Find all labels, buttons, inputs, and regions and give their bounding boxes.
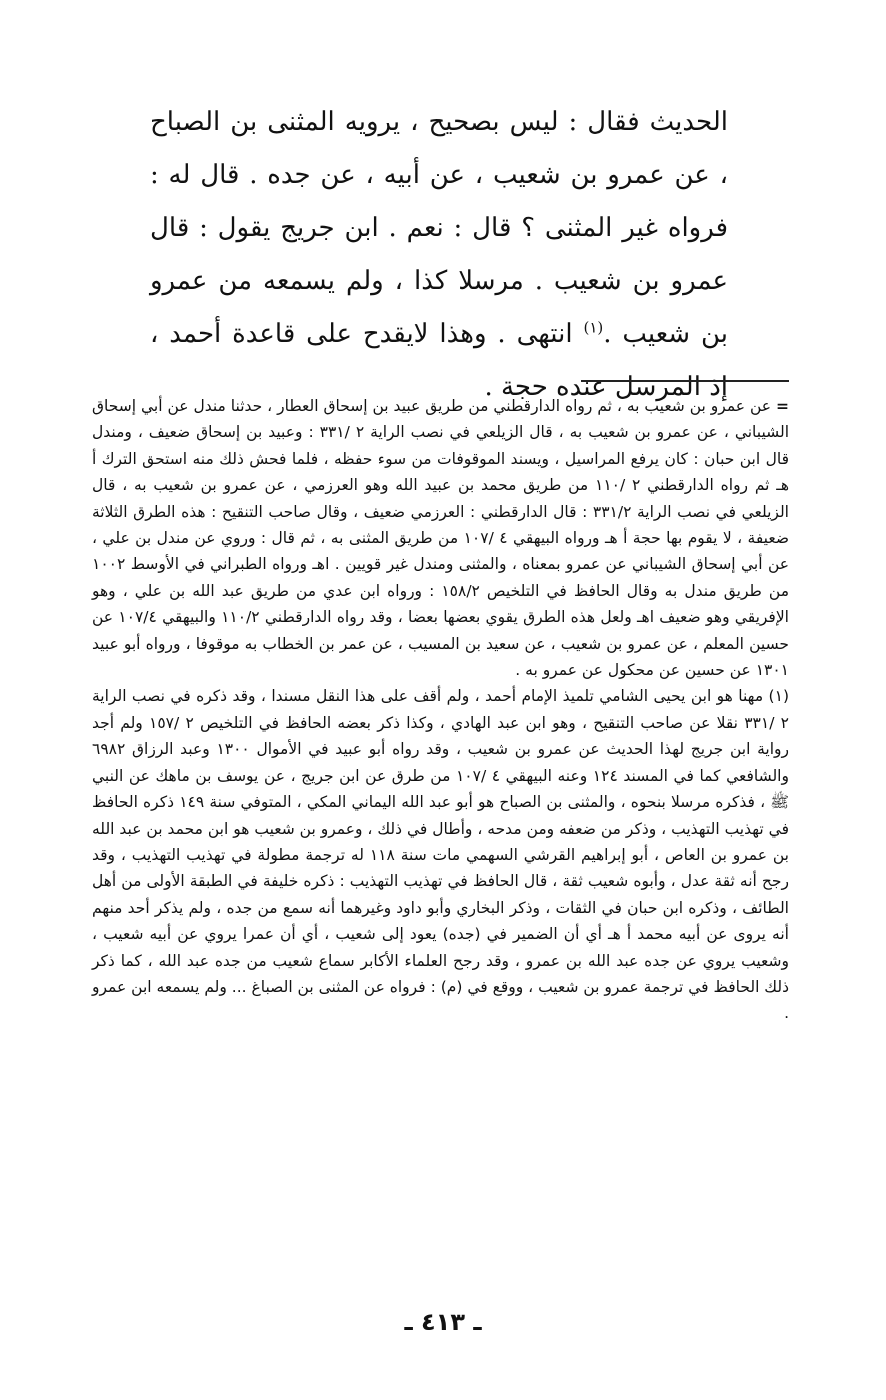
main-body-text (150, 96, 728, 414)
footnote-1: (١) مهنا هو ابن يحيى الشامي تلميذ الإمام أحمد ، ولم أقف على هذا النقل مسندا ، وقد ذكره في نصب الراية ٢ /٣٣١ نقلا عن صاحب التنقيح ، وهو ابن عبد الهادي ، وكذا ذكر بعضه الحافظ في التلخيص ٢ /١٥٧ ولم أجد رواية ابن جريج لهذا الحديث عن عمرو بن شعيب ، وقد رواه أبو عبيد في الأموال ١٣٠٠ وعبد الرزاق ٦٩٨٢ والشافعي كما في المسند ١٢٤ وعنه البيهقي ٤ /١٠٧ من طرق عن ابن جريج ، عن يوسف بن ماهك عن النبي ﷺ ، فذكره مرسلا بنحوه ، والمثنى بن الصباح هو أبو عبد الله اليماني المكي ، المتوفي سنة ١٤٩ ذكره الحافظ في تهذيب التهذيب ، وذكر من ضعفه ومن مدحه ، وأطال في ذلك ، وعمرو بن شعيب هو ابن محمد بن عبد الله بن عمرو بن العاص ، أبو إبراهيم القرشي السهمي مات سنة ١١٨ له ترجمة مطولة في تهذيب التهذيب ، وقد رجح أنه ثقة عدل ، وأبوه شعيب ثقة ، قال الحافظ في تهذيب التهذيب : ذكره خليفة في الطبقة الأولى من أهل الطائف ، وذكره ابن حبان في الثقات ، وذكر البخاري وأبو داود وغيرهما أنه سمع من جده ، ولم يذكر أحد منهم أنه يروى عن أبيه محمد أ هـ أي أن الضمير في (جده) يعود إلى شعيب ، أي أن عمرا يروي عن أبيه شعيب ، وشعيب يروي عن جده عبد الله بن عمرو ، وقد رجح العلماء الأكابر سماع شعيب من جده عبد الله ، كما ذكر ذلك الحافظ في ترجمة عمرو بن شعيب ، ووقع في (م) : فرواه عن المثنى بن الصباغ ... ولم يسمعه ابن عمرو . (92, 687, 789, 1023)
continuation-mark: = (776, 397, 789, 415)
footnote-continuation-text: عن عمرو بن شعيب به ، ثم رواه الدارقطني من طريق عبيد بن إسحاق العطار ، حدثنا مندل عن أبي إسحاق الشيباني ، عن عمرو بن شعيب به ، قال الزيلعي في نصب الراية ٢ /٣٣١ : وعبيد بن إسحاق ضعيف ، ومندل قال ابن حبان : كان يرفع المراسيل ، ويسند الموقوفات من سوء حفظه ، فلما فحش ذلك منه استحق الترك أ هـ ثم رواه الدارقطني ٢ /١١٠ من طريق محمد بن عبيد الله وهو العرزمي ، عن عمرو بن شعيب به ، قال الزيلعي في نصب الراية ٣٣١/٢ : قال الدارقطني : العرزمي ضعيف ، وقال صاحب التنقيح : هذه الطرق الثلاثة ضعيفة ، لا يقوم بها حجة أ هـ ورواه البيهقي ٤ /١٠٧ من طريق المثنى به ، ثم قال : وروي عن مندل بن علي ، عن أبي إسحاق الشيباني عن عمرو بمعناه ، والمثنى ومندل غير قويين . اهـ ورواه الطبراني في الأوسط ١٠٠٢ من طريق مندل به وقال الحافظ في التلخيص ١٥٨/٢ : ورواه ابن عدي من طريق عبد الله بن علي ، وهو الإفريقي وهو ضعيف اهـ ولعل هذه الطرق يقوي بعضها بعضا ، وقد رواه الدارقطني ١١٠/٢ والبيهقي ١٠٧/٤ عن حسين المعلم ، عن عمرو بن شعيب ، عن سعيد بن المسيب ، عن عمر بن الخطاب به موقوفا ، ورواه أبو عبيد ١٣٠١ عن حسين عن محكول عن عمرو به . (92, 397, 790, 680)
footnotes-section (92, 393, 789, 1027)
main-paragraph (150, 96, 728, 414)
main-paragraph-text: الحديث فقال : ليس بصحيح ، يرويه المثنى بن الصباح ، عن عمرو بن شعيب ، عن أبيه ، عن جده . قال له : فرواه غير المثنى ؟ قال : نعم . ابن جريج يقول : قال عمرو بن شعيب . مرسلا كذا ، ولم يسمعه من عمرو بن شعيب . (150, 107, 729, 349)
footnote-separator (581, 380, 789, 382)
footnote-reference[interactable]: (١) (583, 318, 604, 337)
footnote-continuation (92, 393, 789, 683)
main-paragraph-ending: انتهى . وهذا لايقدح على قاعدة أحمد ، إذ المرسل عنده حجة . (150, 319, 728, 402)
page-number: ـ ٤١٣ ـ (404, 1308, 482, 1336)
